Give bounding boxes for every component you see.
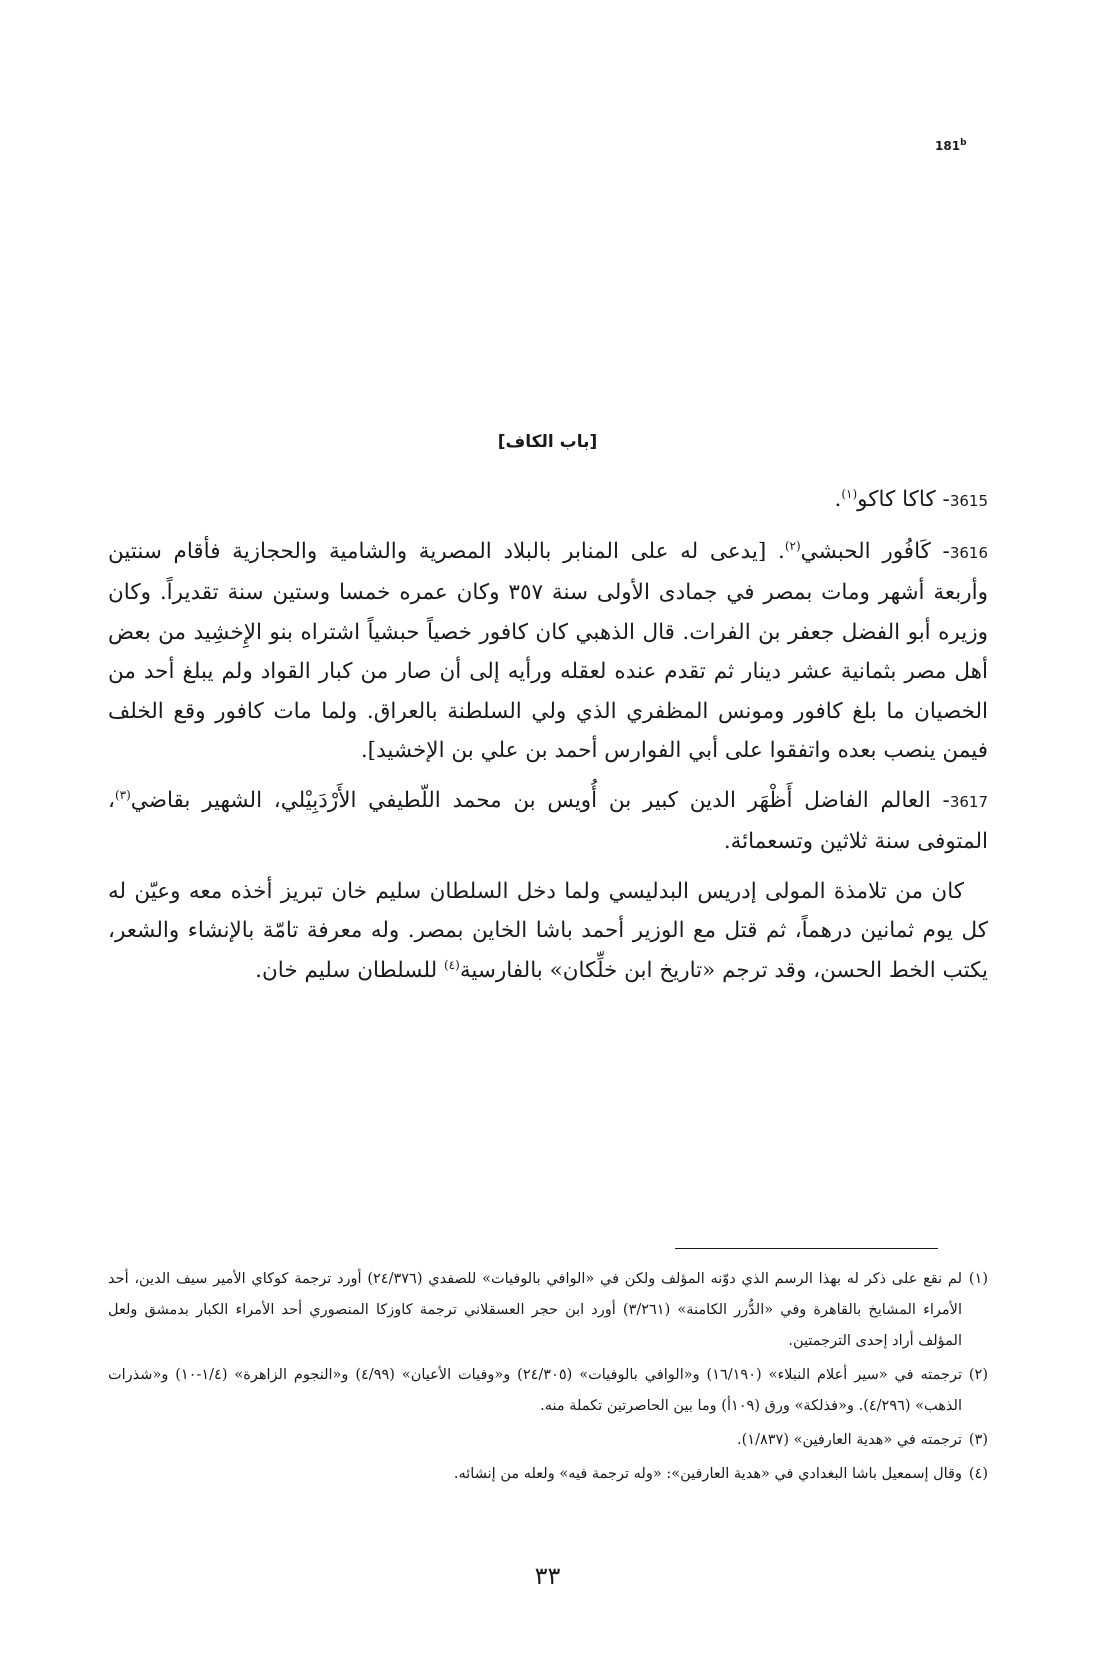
entry-3617 xyxy=(108,781,988,862)
entry-text-after: ، المتوفى سنة ثلاثين وتسعمائة. xyxy=(108,787,988,854)
footnote-2 xyxy=(108,1360,988,1422)
footnote-number: (٣) xyxy=(968,1432,988,1448)
footnote-number: (٤) xyxy=(968,1466,988,1482)
footnote-ref: (٢) xyxy=(784,538,801,553)
biography-paragraph xyxy=(108,872,988,991)
entry-number: 3617 xyxy=(949,792,988,811)
footnote-text: لم نقع على ذكر له بهذا الرسم الذي دوّنه المؤلف ولكن في «الوافي بالوفيات» للصفدي (٢٤/٣٧٦) أورد ترجمة كوكاي الأمير سيف الدين، أحد الأمراء المشايخ بالقاهرة وفي «الدُّرر الكامنة» (٣/٢٦١) أورد ابن حجر العسقلاني ترجمة كاوزكا المنصوري أحد الأمراء الكبار بدمشق ولعل المؤلف أراد إحدى الترجمتين. xyxy=(108,1271,962,1349)
footnote-ref: (١) xyxy=(841,486,858,501)
entry-text: - كَافُور الحبشي xyxy=(800,538,950,564)
footnote-text: ترجمته في «هدية العارفين» (١/٨٣٧). xyxy=(737,1432,962,1448)
footnote-number: (١) xyxy=(968,1271,988,1287)
footnote-number: (٢) xyxy=(968,1367,988,1383)
footnote-4 xyxy=(108,1459,988,1490)
footnote-ref: (٤) xyxy=(443,957,460,972)
entry-text: - كاكا كاكو xyxy=(857,487,950,512)
paragraph-text: كان من تلامذة المولى إدريس البدليسي ولما دخل السلطان سليم خان تبريز أخذه معه وعيّن له كل يوم ثمانين درهماً، ثم قتل مع الوزير أحمد باشا الخاين بمصر. وله معرفة تامّة بالإنشاء والشعر، يكتب الخط الحسن، وقد ترجم «تاريخ ابن خلِّكان» بالفارسية xyxy=(108,878,988,983)
folio-number: 181 xyxy=(935,139,961,153)
footnotes xyxy=(108,1264,988,1493)
footnote-1 xyxy=(108,1264,988,1357)
section-heading: [باب الكاف] xyxy=(497,432,598,452)
entry-text: - العالم الفاضل أَظْهَر الدين كبير بن أُويس بن محمد اللّطيفي الأَرْدَبِيْلي، الشهير بقاضي xyxy=(130,787,950,813)
footnote-ref: (٣) xyxy=(114,787,131,802)
entry-text-after: . xyxy=(834,487,842,512)
main-text xyxy=(108,480,988,990)
entry-3616 xyxy=(108,532,988,771)
folio-marker xyxy=(935,138,967,153)
folio-side: b xyxy=(960,138,967,148)
entry-number: 3616 xyxy=(949,543,989,562)
footnote-text: ترجمته في «سير أعلام النبلاء» (١٦/١٩٠) و«الوافي بالوفيات» (٢٤/٣٠٥) و«وفيات الأعيان» (٤/٩٩) و«النجوم الزاهرة» (١/٤-١٠) و«شذرات الذهب» (٤/٢٩٦). و«فذلكة» ورق (١٠٩أ) وما بين الحاصرتين تكملة منه. xyxy=(108,1367,963,1414)
entry-3615 xyxy=(108,480,988,522)
footnote-separator xyxy=(675,1248,938,1249)
page-number: ٣٣ xyxy=(534,1562,561,1590)
footnote-3 xyxy=(108,1425,988,1456)
entry-text-after: . [يدعى له على المنابر بالبلاد المصرية والشامية والحجازية فأقام سنتين وأربعة أشهر ومات بمصر في جمادى الأولى سنة ٣٥٧ وكان عمره خمسا وستين سنة تقديراً. وكان وزيره أبو الفضل جعفر بن الفرات. قال الذهبي كان كافور خصياً حبشياً اشتراه بنو الإِخشِيد من بعض أهل مصر بثمانية عشر دينار ثم تقدم عنده لعقله ورأيه إلى أن صار من كبار القواد ولم يبلغ أحد من الخصيان ما بلغ كافور ومونس المظفري الذي ولي السلطنة بالعراق. ولما مات كافور وقع الخلف فيمن ينصب بعده واتفقوا على أبي الفوارس أحمد بن علي بن الإخشيد]. xyxy=(108,538,988,763)
entry-number: 3615 xyxy=(949,492,988,510)
footnote-text: وقال إسمعيل باشا البغدادي في «هدية العارفين»: «وله ترجمة فيه» ولعله من إنشائه. xyxy=(453,1466,962,1482)
paragraph-text-after: للسلطان سليم خان. xyxy=(255,957,444,983)
